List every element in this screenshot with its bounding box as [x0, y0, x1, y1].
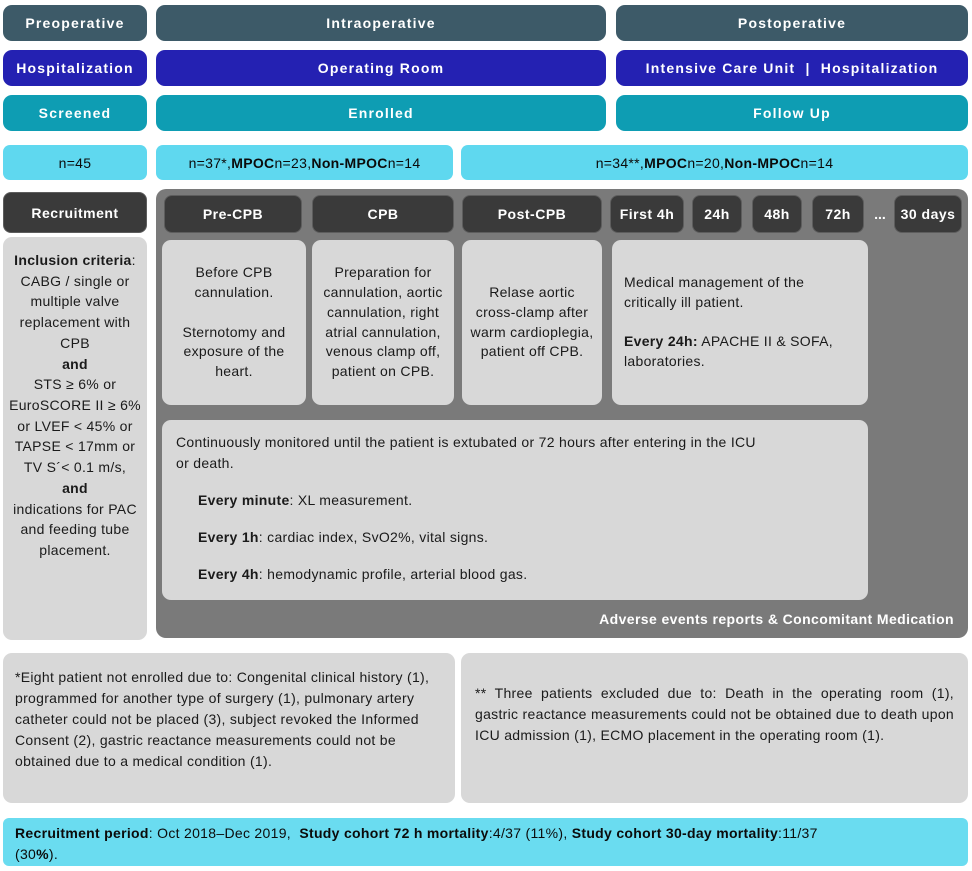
count-enrolled: n=37*, MPOC n=23, Non-MPOC n=14 [156, 145, 453, 180]
timeline-72h: 72h [812, 195, 864, 233]
phase-box-icu-management [612, 240, 868, 405]
timeline-post-cpb: Post-CPB [462, 195, 602, 233]
location-operating-room: Operating Room [156, 50, 606, 86]
location-icu-hospitalization: Intensive Care Unit | Hospitalization [616, 50, 968, 86]
monitoring-box [162, 420, 868, 600]
footnote-excluded: ** Three patients excluded due to: Death in the operating room (1), gastric reactance measurements could not be obtained due to death upon ICU admission (1), ECMO placement in the operating room (1). [461, 653, 968, 803]
timeline-24h: 24h [692, 195, 742, 233]
monitoring-every-1h: Every 1h: cardiac index, SvO2%, vital signs. [198, 529, 489, 545]
timeline-first-4h: First 4h [610, 195, 684, 233]
timeline-pre-cpb: Pre-CPB [164, 195, 302, 233]
recruitment-label: Recruitment [3, 192, 147, 233]
timeline-ellipsis: ... [874, 206, 886, 222]
phase-header-postoperative: Postoperative [616, 5, 968, 41]
phase-box-post-cpb-text: Relase aortic cross-clamp after warm cardioplegia, patient off CPB. [470, 283, 594, 360]
phase-box-pre-cpb [162, 240, 306, 405]
timeline-30-days: 30 days [894, 195, 962, 233]
phase-box-cpb-text: Preparation for cannulation, aortic cannulation, right atrial cannulation, venous clamp off, patient on CPB. [323, 263, 443, 380]
count-follow-up: n=34**, MPOC n=20, Non-MPOC n=14 [461, 145, 968, 180]
phase-box-pre-cpb-text: Before CPB cannulation. Sternotomy and exposure of the heart. [182, 263, 286, 380]
count-screened: n=45 [3, 145, 147, 180]
status-screened: Screened [3, 95, 147, 131]
monitoring-every-minute: Every minute: XL measurement. [198, 492, 413, 508]
status-follow-up: Follow Up [616, 95, 968, 131]
phase-box-icu-management-text: Medical management of the critically ill patient. Every 24h: APACHE II & SOFA, laboratories. [624, 273, 833, 370]
summary-bar: Recruitment period: Oct 2018–Dec 2019, Study cohort 72 h mortality:4/37 (11%), Study cohort 30-day mortality:11/37 (30%). [3, 818, 968, 866]
timeline-48h: 48h [752, 195, 802, 233]
phase-box-cpb [312, 240, 454, 405]
location-hospitalization: Hospitalization [3, 50, 147, 86]
adverse-events-label: Adverse events reports & Concomitant Medication [599, 611, 954, 627]
monitoring-every-4h: Every 4h: hemodynamic profile, arterial blood gas. [198, 566, 528, 582]
phase-box-post-cpb [462, 240, 602, 405]
status-enrolled: Enrolled [156, 95, 606, 131]
footnote-not-enrolled: *Eight patient not enrolled due to: Congenital clinical history (1), programmed for another type of surgery (1), pulmonary artery catheter could not be placed (3), subject revoked the Informed Consent (2), gastric reactance measurements could not be obtained due to a medical condition (1). [3, 653, 455, 803]
inclusion-criteria-box: Inclusion criteria: CABG / single or multiple valve replacement with CPB and STS ≥ 6% or EuroSCORE II ≥ 6% or LVEF < 45% or TAPSE < 17mm or TV S´< 0.1 m/s, and indications for PAC and feeding tube placement. [3, 237, 147, 640]
timeline-container [156, 189, 968, 638]
timeline-cpb: CPB [312, 195, 454, 233]
monitoring-intro: Continuously monitored until the patient is extubated or 72 hours after entering in the ICU or death. [176, 434, 756, 471]
phase-header-preoperative: Preoperative [3, 5, 147, 41]
phase-header-intraoperative: Intraoperative [156, 5, 606, 41]
